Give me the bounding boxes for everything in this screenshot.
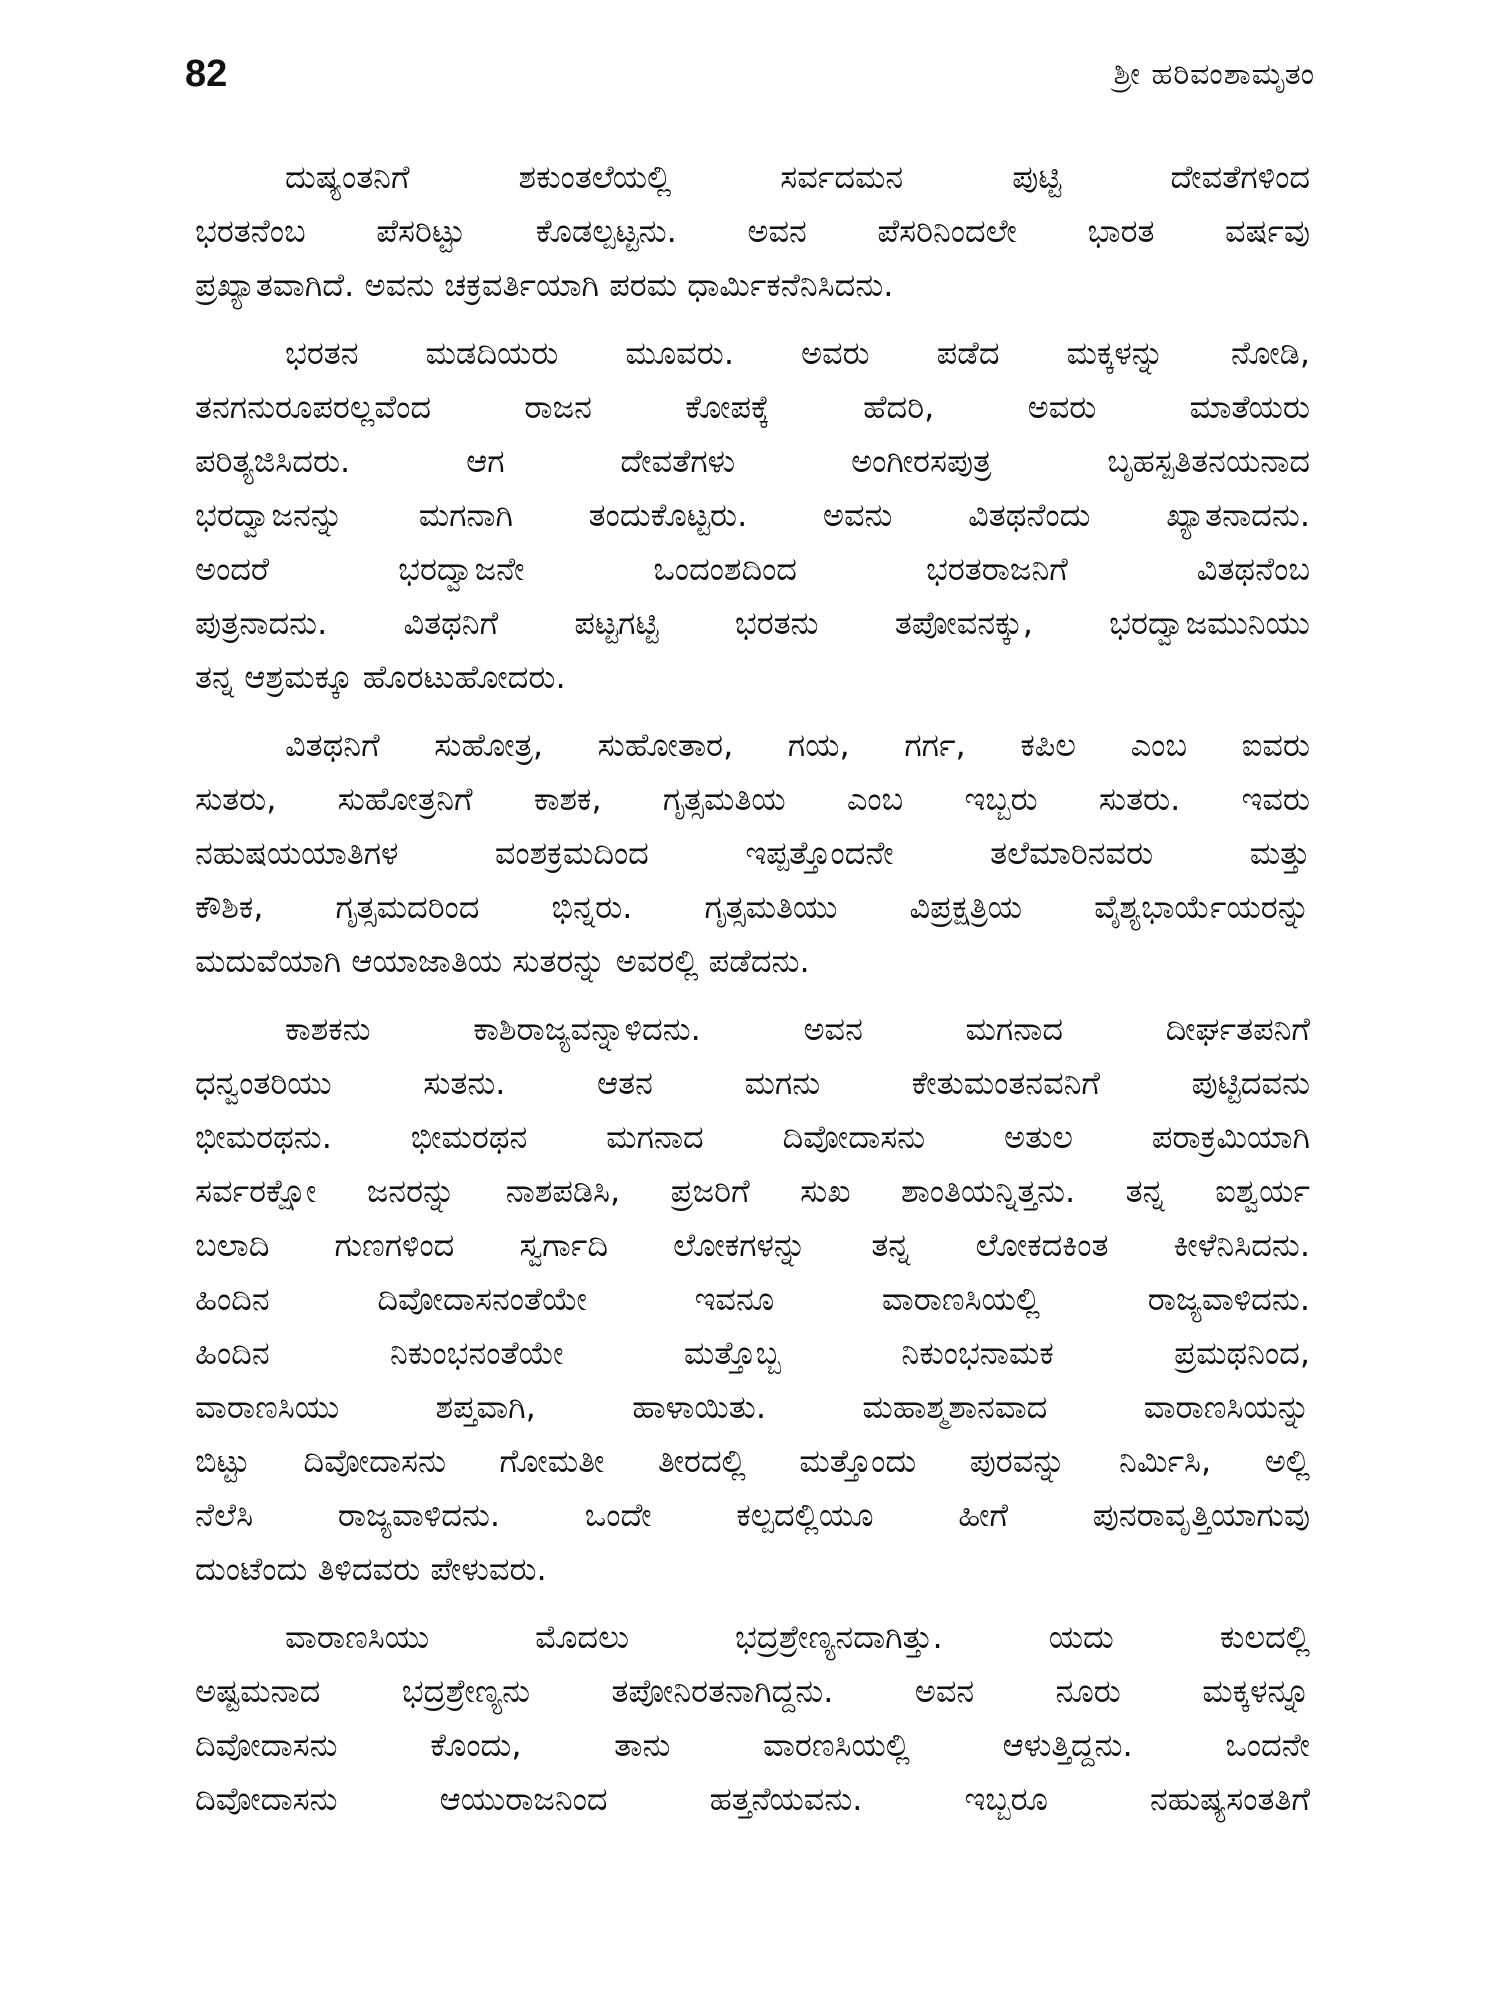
text-line: ಮದುವೆಯಾಗಿ ಆಯಾಜಾತಿಯ ಸುತರನ್ನು ಅವರಲ್ಲಿ ಪಡೆದನು. bbox=[195, 942, 810, 980]
text-line: ಹಿಂದಿನ ನಿಕುಂಭನಂತೆಯೇ ಮತ್ತೊಬ್ಬ ನಿಕುಂಭನಾಮಕ ಪ್ರಮಥನಿಂದ, bbox=[195, 1334, 1310, 1372]
text-line: ನಹುಷಯಯಾತಿಗಳ ವಂಶಕ್ರಮದಿಂದ ಇಪ್ಪತ್ತೊಂದನೇ ತಲೆಮಾರಿನವರು ಮತ್ತು bbox=[195, 834, 1310, 872]
text-line: ಸುತರು, ಸುಹೋತ್ರನಿಗೆ ಕಾಶಕ, ಗೃತ್ಸಮತಿಯ ಎಂಬ ಇಬ್ಬರು ಸುತರು. ಇವರು bbox=[195, 780, 1310, 818]
text-line: ನೆಲೆಸಿ ರಾಜ್ಯವಾಳಿದನು. ಒಂದೇ ಕಲ್ಪದಲ್ಲಿಯೂ ಹೀಗೆ ಪುನರಾವೃತ್ತಿಯಾಗುವು bbox=[195, 1496, 1310, 1534]
paragraph-3 bbox=[195, 718, 1310, 988]
text-line: ಭರದ್ವಾಜನನ್ನು ಮಗನಾಗಿ ತಂದುಕೊಟ್ಟರು. ಅವನು ವಿತಥನೆಂದು ಖ್ಯಾತನಾದನು. bbox=[195, 496, 1310, 534]
body-text bbox=[195, 150, 1310, 1826]
text-line: ಕೌಶಿಕ, ಗೃತ್ಸಮದರಿಂದ ಭಿನ್ನರು. ಗೃತ್ಸಮತಿಯು ವಿಪ್ರಕ್ಷತ್ರಿಯ ವೈಶ್ಯಭಾರ್ಯೆಯರನ್ನು bbox=[195, 888, 1310, 926]
text-line: ಸರ್ವರಕ್ಷೋ ಜನರನ್ನು ನಾಶಪಡಿಸಿ, ಪ್ರಜರಿಗೆ ಸುಖ ಶಾಂತಿಯನ್ನಿತ್ತನು. ತನ್ನ ಐಶ್ವರ್ಯ bbox=[195, 1172, 1310, 1210]
text-line: ವಾರಾಣಸಿಯು ಮೊದಲು ಭದ್ರಶ್ರೇಣ್ಯನದಾಗಿತ್ತು. ಯದು ಕುಲದಲ್ಲಿ bbox=[285, 1618, 1310, 1656]
text-line: ಪ್ರಖ್ಯಾತವಾಗಿದೆ. ಅವನು ಚಕ್ರವರ್ತಿಯಾಗಿ ಪರಮ ಧಾರ್ಮಿಕನೆನಿಸಿದನು. bbox=[195, 266, 894, 304]
page-header bbox=[185, 48, 1315, 108]
text-line: ವಿತಥನಿಗೆ ಸುಹೋತ್ರ, ಸುಹೋತಾರ, ಗಯ, ಗರ್ಗ, ಕಪಿಲ ಎಂಬ ಐವರು bbox=[285, 726, 1310, 764]
text-line: ಕಾಶಕನು ಕಾಶಿರಾಜ್ಯವನ್ನಾಳಿದನು. ಅವನ ಮಗನಾದ ದೀರ್ಘತಪನಿಗೆ bbox=[285, 1010, 1310, 1048]
text-line: ದಿವೋದಾಸನು ಆಯುರಾಜನಿಂದ ಹತ್ತನೆಯವನು. ಇಬ್ಬರೂ ನಹುಷ್ಯಸಂತತಿಗೆ bbox=[195, 1780, 1310, 1818]
text-line: ತನಗನುರೂಪರಲ್ಲವೆಂದ ರಾಜನ ಕೋಪಕ್ಕೆ ಹೆದರಿ, ಅವರು ಮಾತೆಯರು bbox=[195, 388, 1310, 426]
text-line: ಅಂದರೆ ಭರದ್ವಾಜನೇ ಒಂದಂಶದಿಂದ ಭರತರಾಜನಿಗೆ ವಿತಥನೆಂಬ bbox=[195, 550, 1310, 588]
text-line: ಭರತನೆಂಬ ಪೆಸರಿಟ್ಟು ಕೊಡಲ್ಪಟ್ಟನು. ಅವನ ಪೆಸರಿನಿಂದಲೇ ಭಾರತ ವರ್ಷವು bbox=[195, 212, 1310, 250]
running-title: ಶ್ರೀ ಹರಿವಂಶಾಮೃತಂ bbox=[1113, 57, 1315, 92]
text-line: ಭರತನ ಮಡದಿಯರು ಮೂವರು. ಅವರು ಪಡೆದ ಮಕ್ಕಳನ್ನು ನೋಡಿ, bbox=[285, 334, 1310, 372]
text-line: ದುಷ್ಯಂತನಿಗೆ ಶಕುಂತಲೆಯಲ್ಲಿ ಸರ್ವದಮನ ಪುಟ್ಟಿ ದೇವತೆಗಳಿಂದ bbox=[285, 158, 1310, 196]
paragraph-4 bbox=[195, 1002, 1310, 1596]
text-line: ಬಿಟ್ಟು ದಿವೋದಾಸನು ಗೋಮತೀ ತೀರದಲ್ಲಿ ಮತ್ತೊಂದು ಪುರವನ್ನು ನಿರ್ಮಿಸಿ, ಅಲ್ಲಿ bbox=[195, 1442, 1310, 1480]
paragraph-5 bbox=[195, 1610, 1310, 1826]
text-line: ಅಷ್ಟಮನಾದ ಭದ್ರಶ್ರೇಣ್ಯನು ತಪೋನಿರತನಾಗಿದ್ದನು. ಅವನ ನೂರು ಮಕ್ಕಳನ್ನೂ bbox=[195, 1672, 1310, 1710]
text-line: ದಿವೋದಾಸನು ಕೊಂದು, ತಾನು ವಾರಣಸಿಯಲ್ಲಿ ಆಳುತ್ತಿದ್ದನು. ಒಂದನೇ bbox=[195, 1726, 1310, 1764]
page-number: 82 bbox=[185, 53, 228, 95]
text-line: ಹಿಂದಿನ ದಿವೋದಾಸನಂತೆಯೇ ಇವನೂ ವಾರಾಣಸಿಯಲ್ಲಿ ರಾಜ್ಯವಾಳಿದನು. bbox=[195, 1280, 1310, 1318]
text-line: ತನ್ನ ಆಶ್ರಮಕ್ಕೂ ಹೊರಟುಹೋದರು. bbox=[195, 658, 566, 696]
paragraph-1 bbox=[195, 150, 1310, 312]
text-line: ಪುತ್ರನಾದನು. ವಿತಥನಿಗೆ ಪಟ್ಟಗಟ್ಟಿ ಭರತನು ತಪೋವನಕ್ಕು, ಭರದ್ವಾಜಮುನಿಯು bbox=[195, 604, 1310, 642]
paragraph-2 bbox=[195, 326, 1310, 704]
text-line: ಭೀಮರಥನು. ಭೀಮರಥನ ಮಗನಾದ ದಿವೋದಾಸನು ಅತುಲ ಪರಾಕ್ರಮಿಯಾಗಿ bbox=[195, 1118, 1310, 1156]
text-line: ದುಂಟೆಂದು ತಿಳಿದವರು ಪೇಳುವರು. bbox=[195, 1550, 547, 1588]
text-line: ಧನ್ವಂತರಿಯು ಸುತನು. ಆತನ ಮಗನು ಕೇತುಮಂತನವನಿಗೆ ಪುಟ್ಟಿದವನು bbox=[195, 1064, 1310, 1102]
text-line: ವಾರಾಣಸಿಯು ಶಪ್ತವಾಗಿ, ಹಾಳಾಯಿತು. ಮಹಾಶ್ಮಶಾನವಾದ ವಾರಾಣಸಿಯನ್ನು bbox=[195, 1388, 1310, 1426]
text-line: ಪರಿತ್ಯಜಿಸಿದರು. ಆಗ ದೇವತೆಗಳು ಅಂಗೀರಸಪುತ್ರ ಬೃಹಸ್ಪತಿತನಯನಾದ bbox=[195, 442, 1310, 480]
text-line: ಬಲಾದಿ ಗುಣಗಳಿಂದ ಸ್ವರ್ಗಾದಿ ಲೋಕಗಳನ್ನು ತನ್ನ ಲೋಕದಕಿಂತ ಕೀಳೆನಿಸಿದನು. bbox=[195, 1226, 1310, 1264]
